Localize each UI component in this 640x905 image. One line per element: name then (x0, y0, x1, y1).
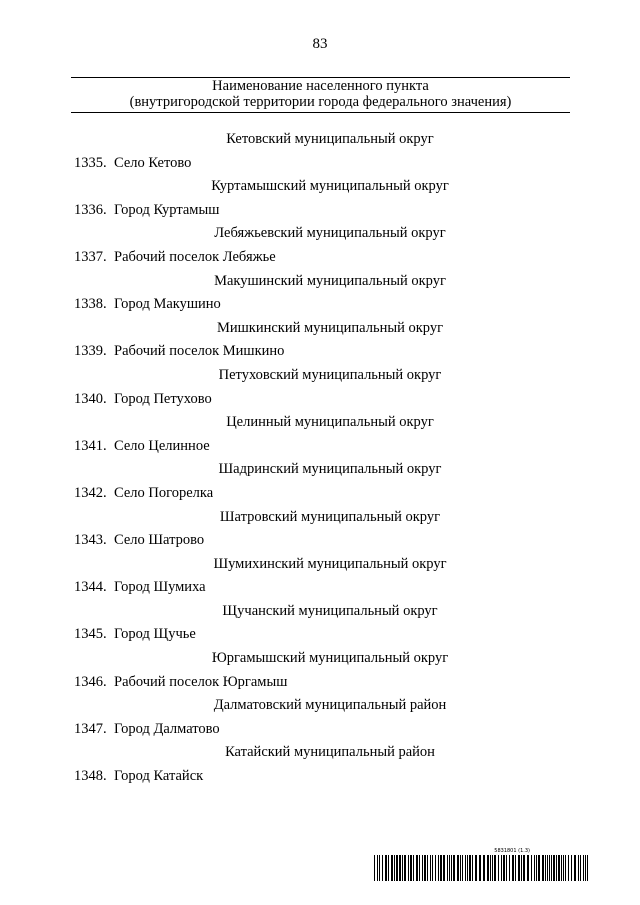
district-heading: Щучанский муниципальный округ (222, 602, 438, 619)
entry-name: Город Петухово (114, 390, 212, 407)
entry-name: Город Куртамыш (114, 201, 220, 218)
settlement-entry (0, 671, 640, 695)
district-heading: Катайский муниципальный район (225, 744, 435, 761)
header-line-1: Наименование населенного пункта (212, 78, 429, 94)
entry-name: Село Погорелка (114, 484, 214, 501)
settlement-entry (0, 293, 640, 317)
entry-number: 1341. (74, 437, 107, 454)
district-heading: Целинный муниципальный округ (226, 414, 434, 431)
settlement-entry (0, 718, 640, 742)
entry-name: Город Макушино (114, 296, 221, 313)
entry-name: Город Щучье (114, 626, 196, 643)
entry-name: Рабочий поселок Юргамыш (114, 673, 288, 690)
settlement-entry (0, 199, 640, 223)
entry-name: Рабочий поселок Мишкино (114, 343, 285, 360)
entry-number: 1336. (74, 201, 107, 218)
entry-name: Город Катайск (114, 768, 204, 785)
entry-name: Рабочий поселок Лебяжье (114, 248, 276, 265)
entry-name: Село Шатрово (114, 532, 205, 549)
settlement-entry (0, 340, 640, 364)
entry-number: 1344. (74, 579, 107, 596)
entry-number: 1348. (74, 768, 107, 785)
entry-number: 1338. (74, 296, 107, 313)
table-header (71, 78, 570, 110)
district-heading: Шумихинский муниципальный округ (213, 555, 447, 572)
settlement-list (0, 128, 640, 789)
district-heading: Кетовский муниципальный округ (226, 131, 434, 147)
settlement-entry (0, 246, 640, 270)
district-heading: Шадринский муниципальный округ (218, 461, 442, 478)
settlement-entry (0, 388, 640, 412)
district-heading: Далматовский муниципальный район (213, 697, 447, 714)
barcode-icon (374, 855, 592, 881)
entry-number: 1342. (74, 484, 107, 501)
district-heading: Юргамышский муниципальный округ (211, 650, 449, 667)
entry-number: 1337. (74, 248, 107, 265)
entry-number: 1335. (74, 154, 107, 171)
entry-name: Город Далматово (114, 720, 220, 737)
district-heading: Лебяжьевский муниципальный округ (214, 225, 446, 242)
page-number: 83 (312, 36, 328, 52)
settlement-entry (0, 152, 640, 176)
entry-number: 1343. (74, 532, 107, 549)
document-barcode (374, 848, 592, 881)
entry-name: Село Кетово (114, 154, 192, 171)
barcode-code: 5831801 (1.3) (494, 848, 530, 854)
settlement-entry (0, 482, 640, 506)
settlement-entry (0, 529, 640, 553)
settlement-entry (0, 435, 640, 459)
district-heading: Мишкинский муниципальный округ (216, 319, 444, 336)
district-heading: Куртамышский муниципальный округ (211, 178, 449, 195)
entry-name: Село Целинное (114, 437, 210, 454)
entry-number: 1345. (74, 626, 107, 643)
district-heading: Петуховский муниципальный округ (218, 366, 442, 383)
district-heading: Макушинский муниципальный округ (214, 272, 446, 289)
header-bottom-rule (71, 112, 570, 113)
entry-name: Город Шумиха (114, 579, 206, 596)
entry-number: 1339. (74, 343, 107, 360)
settlement-entry (0, 576, 640, 600)
entry-number: 1346. (74, 673, 107, 690)
settlement-entry (0, 765, 640, 789)
entry-number: 1340. (74, 390, 107, 407)
settlement-entry (0, 623, 640, 647)
header-line-2: (внутригородской территории города федерального значения) (129, 94, 512, 110)
entry-number: 1347. (74, 720, 107, 737)
district-heading: Шатровский муниципальный округ (219, 508, 441, 525)
